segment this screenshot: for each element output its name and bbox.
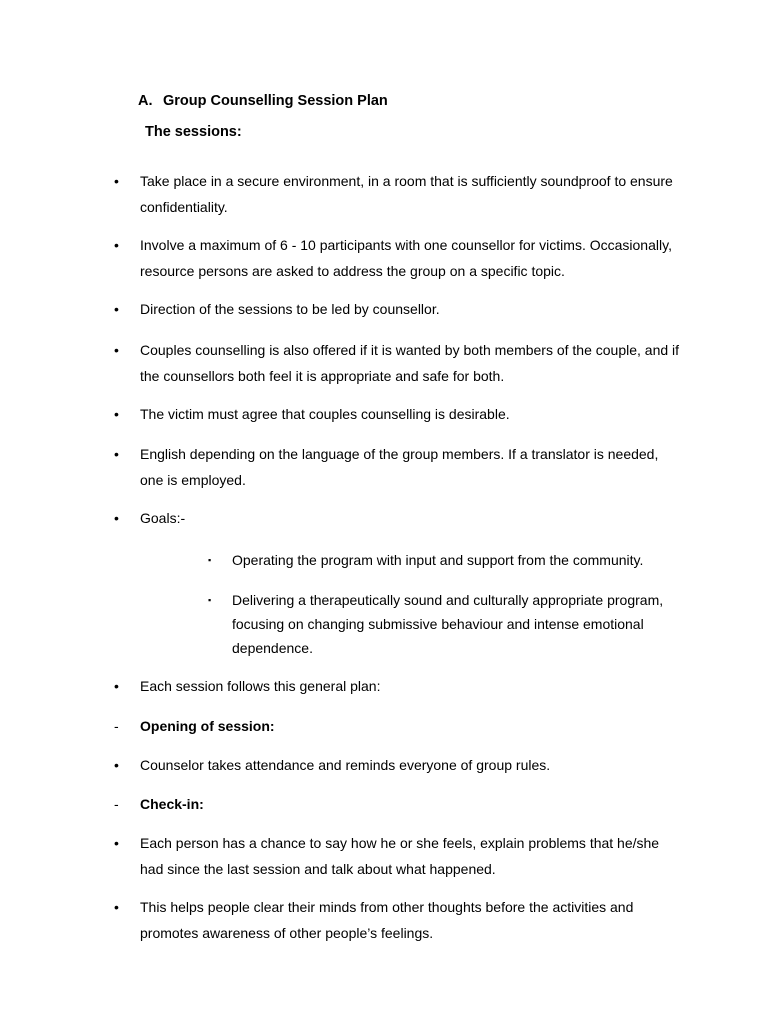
list-item [114,337,684,389]
dash-item [114,713,684,739]
step-label: Check-in: [140,796,204,812]
list-item-text: The victim must agree that couples counselling is desirable. [140,406,510,422]
dash-marker: - [114,796,119,812]
dash-marker: - [114,718,119,734]
bullet-marker: • [114,678,119,694]
list-item [114,830,684,882]
list-item-text: Each person has a chance to say how he or she feels, explain problems that he/she had since the last session and talk about what happened. [140,835,660,877]
list-item [114,232,684,284]
list-item [114,894,684,946]
bullet-marker: • [114,835,119,851]
sub-list-item [208,588,678,660]
list-item-text: Operating the program with input and support from the community. [232,552,644,568]
list-item-text: English depending on the language of the group members. If a translator is needed, one is employed. [140,446,659,488]
dash-item [114,791,684,817]
bullet-marker: • [114,301,119,317]
list-item-text: Involve a maximum of 6 - 10 participants with one counsellor for victims. Occasionally, resource persons are asked to address the group on a specific topic. [140,237,672,279]
list-item-text: Goals:- [140,510,186,526]
bullet-marker: • [114,446,119,462]
step-label: Opening of session: [140,718,275,734]
list-item [114,673,684,699]
list-item-text: Direction of the sessions to be led by counsellor. [140,301,440,317]
bullet-marker: • [114,173,119,189]
square-bullet-marker: ▪ [208,595,212,605]
section-heading [138,93,388,109]
list-item [114,752,684,778]
bullet-marker: • [114,899,119,915]
list-item [114,401,684,427]
square-bullet-marker: ▪ [208,555,212,565]
list-item [114,168,684,220]
list-item-text: Counselor takes attendance and reminds everyone of group rules. [140,757,551,773]
list-item [114,505,684,531]
bullet-marker: • [114,342,119,358]
list-item [114,296,684,322]
section-title: Group Counselling Session Plan [163,93,388,109]
bullet-marker: • [114,510,119,526]
bullet-marker: • [114,757,119,773]
bullet-marker: • [114,237,119,253]
list-item [114,441,684,493]
bullet-marker: • [114,406,119,422]
section-number: A. [138,93,153,109]
list-item-text: Couples counselling is also offered if it is wanted by both members of the couple, and if the counsellors both feel it is appropriate and safe for both. [140,342,680,384]
list-item-text: Each session follows this general plan: [140,678,381,694]
list-item-text: Delivering a therapeutically sound and culturally appropriate program, focusing on changing submissive behaviour and intense emotional dependence. [232,592,664,656]
subheading: The sessions: [145,124,242,140]
list-item-text: This helps people clear their minds from other thoughts before the activities and promotes awareness of other people’s feelings. [140,899,634,941]
list-item-text: Take place in a secure environment, in a room that is sufficiently soundproof to ensure confidentiality. [140,173,673,215]
sub-list-item [208,548,678,572]
